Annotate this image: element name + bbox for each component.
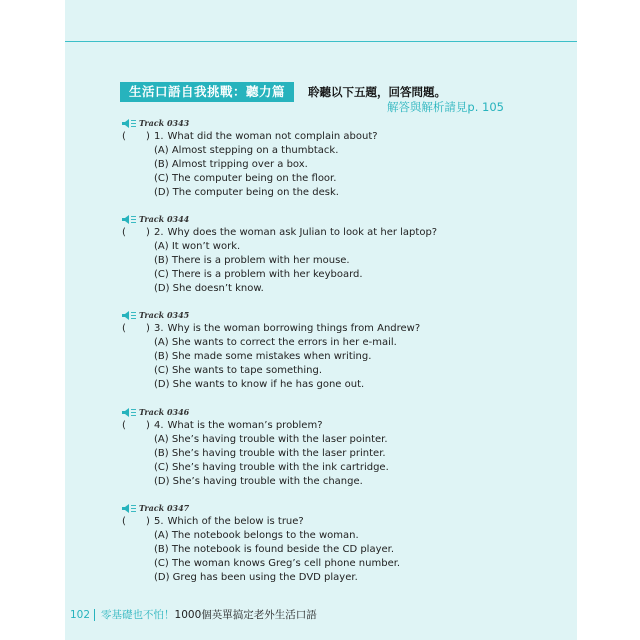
answer-blank-open: ( (122, 516, 126, 527)
answer-blank-close: ) (146, 516, 150, 527)
question-text: Why is the woman borrowing things from Andrew? (167, 323, 421, 334)
answer-blank-open: ( (122, 323, 126, 334)
answer-reference: 解答與解析請見p. 105 (386, 100, 504, 114)
option-b: (B) The notebook is found beside the CD player. (154, 544, 395, 555)
instruction-text: 聆聽以下五題，回答問題。 (308, 85, 446, 99)
question-line (122, 130, 522, 144)
option-a: (A) She wants to correct the errors in her e-mail. (154, 337, 397, 348)
top-divider (65, 41, 577, 42)
question-text: What did the woman not complain about? (167, 131, 378, 142)
question-line (122, 515, 522, 529)
answer-blank-open: ( (122, 131, 126, 142)
option-c: (C) The woman knows Greg’s cell phone number. (154, 558, 401, 569)
question-text: Why does the woman ask Julian to look at her laptop? (167, 227, 438, 238)
question-4 (122, 406, 522, 489)
question-3 (122, 309, 522, 392)
question-1 (122, 117, 522, 200)
speaker-icon (122, 119, 137, 128)
option-d: (D) She’s having trouble with the change. (154, 476, 363, 487)
answer-blank-open: ( (122, 420, 126, 431)
option-c: (C) The computer being on the floor. (154, 173, 337, 184)
book-page (65, 0, 577, 640)
option-d: (D) Greg has been using the DVD player. (154, 572, 358, 583)
question-number: 2. (154, 227, 164, 238)
track-label: Track 0347 (139, 503, 190, 513)
speaker-icon (122, 311, 137, 320)
option-b: (B) Almost tripping over a box. (154, 159, 308, 170)
option-b: (B) She made some mistakes when writing. (154, 351, 372, 362)
book-title-accent: 零基礎也不怕！ (101, 609, 175, 621)
question-text: What is the woman’s problem? (167, 420, 323, 431)
track-label: Track 0345 (139, 310, 190, 320)
track-label: Track 0343 (139, 118, 190, 128)
answer-blank-close: ) (146, 323, 150, 334)
book-title: 1000個英單搞定老外生活口語 (174, 609, 317, 621)
track-line (122, 406, 522, 419)
track-line (122, 309, 522, 322)
option-b: (B) There is a problem with her mouse. (154, 255, 350, 266)
footer-divider (94, 609, 95, 621)
option-d: (D) The computer being on the desk. (154, 187, 339, 198)
track-label: Track 0346 (139, 407, 190, 417)
question-number: 1. (154, 131, 164, 142)
speaker-icon (122, 215, 137, 224)
section-header (120, 82, 510, 102)
question-line (122, 322, 522, 336)
speaker-icon (122, 504, 137, 513)
option-b: (B) She’s having trouble with the laser printer. (154, 448, 386, 459)
track-line (122, 117, 522, 130)
question-number: 3. (154, 323, 164, 334)
option-a: (A) She’s having trouble with the laser pointer. (154, 434, 388, 445)
option-a: (A) The notebook belongs to the woman. (154, 530, 359, 541)
question-line (122, 419, 522, 433)
section-title: 生活口語自我挑戰：聽力篇 (120, 82, 294, 102)
answer-blank-close: ) (146, 420, 150, 431)
track-line (122, 502, 522, 515)
option-c: (C) She wants to tape something. (154, 365, 323, 376)
option-d: (D) She wants to know if he has gone out. (154, 379, 365, 390)
answer-blank-close: ) (146, 227, 150, 238)
page-number: 102 (70, 609, 91, 621)
answer-blank-open: ( (122, 227, 126, 238)
option-d: (D) She doesn’t know. (154, 283, 264, 294)
track-label: Track 0344 (139, 214, 190, 224)
page-footer (70, 608, 317, 622)
question-number: 5. (154, 516, 164, 527)
question-number: 4. (154, 420, 164, 431)
option-a: (A) It won’t work. (154, 241, 241, 252)
option-c: (C) She’s having trouble with the ink cartridge. (154, 462, 389, 473)
speaker-icon (122, 408, 137, 417)
question-5 (122, 502, 522, 585)
option-c: (C) There is a problem with her keyboard. (154, 269, 363, 280)
answer-blank-close: ) (146, 131, 150, 142)
question-2 (122, 213, 522, 296)
option-a: (A) Almost stepping on a thumbtack. (154, 145, 339, 156)
track-line (122, 213, 522, 226)
question-line (122, 226, 522, 240)
question-text: Which of the below is true? (167, 516, 304, 527)
